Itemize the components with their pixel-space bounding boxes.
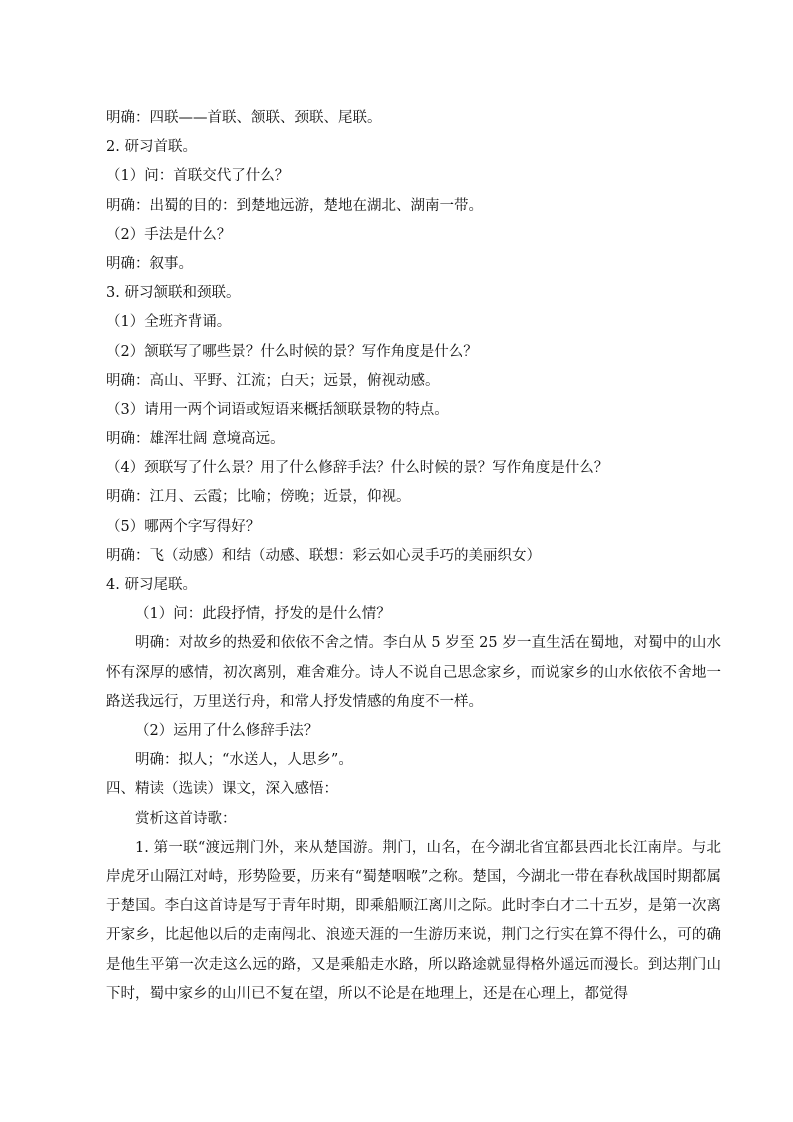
question-line: （2）运用了什么修辞手法？ (135, 722, 319, 739)
section-heading: 2. 研习首联。 (106, 139, 197, 156)
answer-paragraph: 明确：对故乡的热爱和依依不舍之情。李白从 5 岁至 25 岁一直生活在蜀地，对蜀中的山水怀有深厚的感情，初次离别，难舍难分。诗人不说自己思念家乡，而说家乡的山水依依不舍地一路送我远行，万里送行舟，和常人抒发情感的角度不一样。 (106, 635, 721, 710)
section-heading: 3. 研习颔联和颈联。 (106, 285, 241, 302)
answer-line: 明确：出蜀的目的：到楚地远游，楚地在湖北、湖南一带。 (106, 197, 483, 214)
question-line: （5）哪两个字写得好？ (106, 518, 261, 535)
answer-line: 明确：高山、平野、江流；白天；远景，俯视动感。 (106, 372, 440, 389)
answer-line: 明确：雄浑壮阔 意境高远。 (106, 431, 285, 448)
question-line: （1）问：此段抒情，抒发的是什么情？ (135, 606, 391, 623)
question-line: （3）请用一两个词语或短语来概括颔联景物的特点。 (106, 401, 449, 418)
section-heading: 4. 研习尾联。 (106, 577, 197, 593)
question-line: （2）颔联写了哪些景？什么时候的景？写作角度是什么？ (106, 343, 478, 360)
answer-line: 明确：江月、云霞；比喻；傍晚；近景，仰视。 (106, 489, 411, 506)
question-line: （1）全班齐背诵。 (106, 314, 232, 331)
answer-line: 明确：拟人；“水送人，人思乡”。 (135, 752, 353, 769)
answer-line: 明确：叙事。 (106, 255, 193, 272)
question-line: （1）问：首联交代了什么？ (106, 168, 290, 185)
question-line: （4）颈联写了什么景？用了什么修辞手法？什么时候的景？写作角度是什么？ (106, 460, 609, 477)
text-line: 明确：四联——首联、颔联、颈联、尾联。 (106, 110, 382, 126)
document-body (106, 104, 721, 1009)
question-line: （2）手法是什么？ (106, 226, 232, 243)
analysis-paragraph: 1. 第一联“渡远荆门外，来从楚国游。荆门，山名，在今湖北省宜都县西北长江南岸。与北岸虎牙山隔江对峙，形势险要，历来有“蜀楚咽喉”之称。楚国，今湖北一带在春秋战国时期都属于楚国。李白这首诗是写于青年时期，即乘船顺江离川之际。此时李白才二十五岁，是第一次离开家乡，比起他以后的走南闯北、浪迹天涯的一生游历来说，荆门之行实在算不得什么，可的确是他生平第一次走这么远的路，又是乘船走水路，所以路途就显得格外遥远而漫长。到达荆门山下时，蜀中家乡的山川已不复在望，所以不论是在地理上，还是在心理上，都觉得 (106, 839, 721, 1002)
section-heading: 四、精读（选读）课文，深入感悟： (106, 781, 338, 798)
text-line: 赏析这首诗歌： (135, 810, 237, 827)
answer-line: 明确：飞（动感）和结（动感、联想：彩云如心灵手巧的美丽织女） (106, 547, 541, 564)
